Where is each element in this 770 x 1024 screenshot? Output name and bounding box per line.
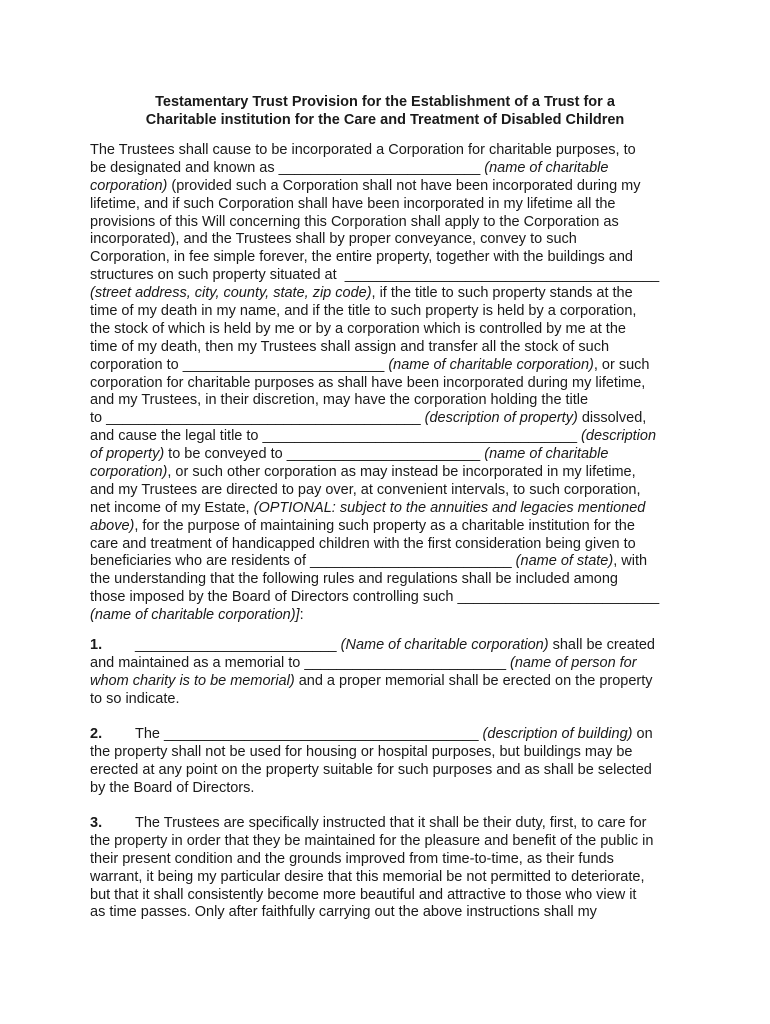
body-text: and my Trustees are directed to pay over, at convenient intervals, to such corporation,	[90, 481, 641, 498]
text-line	[90, 833, 653, 851]
body-text: to be conveyed to	[164, 446, 287, 463]
text-line	[90, 303, 659, 321]
italic-placeholder-text: (name of charitable corporation)	[384, 356, 594, 373]
text-line	[90, 815, 653, 833]
text-line	[90, 160, 659, 178]
text-line	[90, 357, 659, 375]
body-text: provisions of this Will concerning this Corporation shall apply to the Corporation as	[90, 213, 619, 230]
italic-placeholder-text: corporation)	[90, 464, 168, 481]
italic-placeholder-text: (description of building)	[478, 726, 633, 742]
body-text: The Trustees shall cause to be incorporated a Corporation for charitable purposes, to	[90, 142, 636, 158]
body-text: on	[632, 726, 653, 742]
body-text: , with	[613, 553, 648, 570]
body-text: The	[135, 726, 165, 742]
italic-placeholder-text: corporation)	[90, 177, 168, 194]
body-text: and my Trustees, in their discretion, may have the corporation holding the title	[90, 392, 589, 409]
text-line	[90, 589, 659, 607]
text-line	[90, 178, 659, 196]
fill-in-blank[interactable]: _________________________	[304, 654, 507, 671]
text-line	[90, 339, 659, 357]
fill-in-blank[interactable]: _______________________________________	[106, 410, 421, 427]
italic-placeholder-text: (street address, city, county, state, zip code)	[90, 285, 372, 302]
body-text: to so indicate.	[90, 690, 180, 707]
text-line	[90, 673, 655, 691]
italic-placeholder-text: (name of person for	[506, 654, 637, 671]
body-text: by the Board of Directors.	[90, 779, 255, 796]
italic-placeholder-text: (name of charitable corporation)]	[90, 607, 300, 624]
text-line	[90, 500, 659, 518]
italic-placeholder-text: (name of charitable	[480, 446, 609, 463]
text-line	[90, 780, 653, 798]
body-text: as time passes. Only after faithfully carrying out the above instructions shall my	[90, 904, 597, 921]
body-text: structures on such property situated at	[90, 267, 345, 284]
paragraph-item-1	[90, 637, 655, 709]
paragraph-item-3	[90, 815, 653, 922]
body-text: corporation for charitable purposes as shall have been incorporated during my lifetime,	[90, 374, 646, 391]
text-line	[90, 553, 659, 571]
text-line	[90, 249, 659, 267]
title-line-1: Testamentary Trust Provision for the Establishment of a Trust for a	[155, 94, 615, 110]
text-line	[90, 571, 659, 589]
text-line	[90, 446, 659, 464]
text-line	[90, 142, 659, 160]
text-line	[90, 904, 653, 922]
fill-in-blank[interactable]: ________________________	[286, 446, 481, 463]
text-line	[90, 482, 659, 500]
text-line	[90, 285, 659, 303]
paragraph-intro	[90, 142, 659, 625]
body-text: dissolved,	[577, 410, 647, 427]
text-line	[90, 869, 653, 887]
body-text: Corporation, in fee simple forever, the entire property, together with the buildings and	[90, 249, 633, 266]
italic-placeholder-text: (name of state)	[511, 553, 614, 570]
title-line-2: Charitable institution for the Care and Treatment of Disabled Children	[145, 112, 625, 128]
fill-in-blank[interactable]: _________________________	[182, 356, 385, 373]
fill-in-blank[interactable]: _______________________________________	[344, 267, 660, 284]
item-number: 2.	[90, 726, 103, 742]
body-text: and cause the legal title to	[90, 428, 263, 445]
text-line	[90, 607, 659, 625]
text-line	[90, 744, 653, 762]
text-line	[90, 518, 659, 536]
body-text: corporation to	[90, 356, 183, 373]
text-line	[90, 851, 653, 869]
body-text: their present condition and the grounds improved from time-to-time, as their funds	[90, 850, 614, 867]
body-text: shall be created	[548, 637, 655, 653]
fill-in-blank[interactable]: _________________________	[310, 553, 512, 570]
italic-placeholder-text: (description	[577, 428, 657, 445]
body-text: be designated and known as	[90, 159, 279, 176]
text-line	[90, 375, 659, 393]
text-line	[90, 655, 655, 673]
body-text: to	[90, 410, 107, 427]
italic-placeholder-text: above)	[90, 517, 135, 534]
body-text: lifetime, and if such Corporation shall have been incorporated in my lifetime all the	[90, 195, 616, 212]
text-line	[90, 321, 659, 339]
body-text: erected at any point on the property suitable for such purposes and as shall be selected	[90, 761, 652, 778]
body-text: time of my death in my name, and if the title to such property is held by a corporation,	[90, 303, 637, 320]
italic-placeholder-text: whom charity is to be memorial)	[90, 672, 295, 689]
italic-placeholder-text: (description of property)	[420, 410, 578, 427]
body-text: incorporated), and the Trustees shall by proper conveyance, convey to such	[90, 231, 577, 248]
paragraph-item-2	[90, 726, 653, 798]
fill-in-blank[interactable]: _________________________	[457, 589, 660, 606]
body-text: and maintained as a memorial to	[90, 654, 305, 671]
body-text: beneficiaries who are residents of	[90, 553, 311, 570]
text-line	[90, 637, 655, 655]
body-text: time of my death, then my Trustees shall assign and transfer all the stock of such	[90, 338, 610, 355]
item-number: 1.	[90, 637, 103, 653]
body-text: , for the purpose of maintaining such property as a charitable institution for the	[134, 517, 635, 534]
fill-in-blank[interactable]: _________________________	[135, 637, 337, 653]
italic-placeholder-text: of property)	[90, 446, 165, 463]
body-text: those imposed by the Board of Directors controlling such	[90, 589, 458, 606]
body-text: , or such other corporation as may instead be incorporated in my lifetime,	[167, 464, 636, 481]
body-text: the property in order that they be maintained for the pleasure and benefit of the public in	[90, 832, 654, 849]
text-line	[90, 214, 659, 232]
text-line	[90, 691, 655, 709]
text-line	[90, 231, 659, 249]
fill-in-blank[interactable]: _______________________________________	[164, 726, 479, 742]
body-text: , if the title to such property stands at the	[371, 285, 633, 302]
body-text: but that it shall consistently become more beautiful and attractive to those who view it	[90, 886, 637, 903]
text-line	[90, 410, 659, 428]
body-text: care and treatment of handicapped children with the first consideration being given to	[90, 535, 636, 552]
text-line	[90, 267, 659, 285]
text-line	[90, 428, 659, 446]
body-text: The Trustees are specifically instructed that it shall be their duty, first, to care for	[135, 815, 647, 831]
document-title	[0, 93, 770, 129]
body-text: and a proper memorial shall be erected on the property	[294, 672, 653, 689]
body-text: the stock of which is held by me or by a corporation which is controlled by me at the	[90, 320, 626, 337]
italic-placeholder-text: (name of charitable	[480, 159, 609, 176]
body-text: , or such	[593, 356, 650, 373]
item-number: 3.	[90, 815, 103, 831]
body-text: net income of my Estate,	[90, 499, 254, 516]
text-line	[90, 762, 653, 780]
body-text: (provided such a Corporation shall not have been incorporated during my	[167, 177, 641, 194]
text-line	[90, 196, 659, 214]
text-line	[90, 887, 653, 905]
body-text: warrant, it being my particular desire that this memorial be not permitted to deteriorate,	[90, 868, 645, 885]
text-line	[90, 726, 653, 744]
text-line	[90, 536, 659, 554]
text-line	[90, 392, 659, 410]
fill-in-blank[interactable]: _______________________________________	[262, 428, 578, 445]
body-text: the property shall not be used for housing or hospital purposes, but buildings may be	[90, 743, 633, 760]
body-text: the understanding that the following rules and regulations shall be included among	[90, 571, 618, 588]
italic-placeholder-text: (OPTIONAL: subject to the annuities and legacies mentioned	[253, 499, 646, 516]
body-text: :	[299, 607, 304, 624]
italic-placeholder-text: (Name of charitable corporation)	[336, 637, 549, 653]
text-line	[90, 464, 659, 482]
fill-in-blank[interactable]: _________________________	[278, 159, 481, 176]
